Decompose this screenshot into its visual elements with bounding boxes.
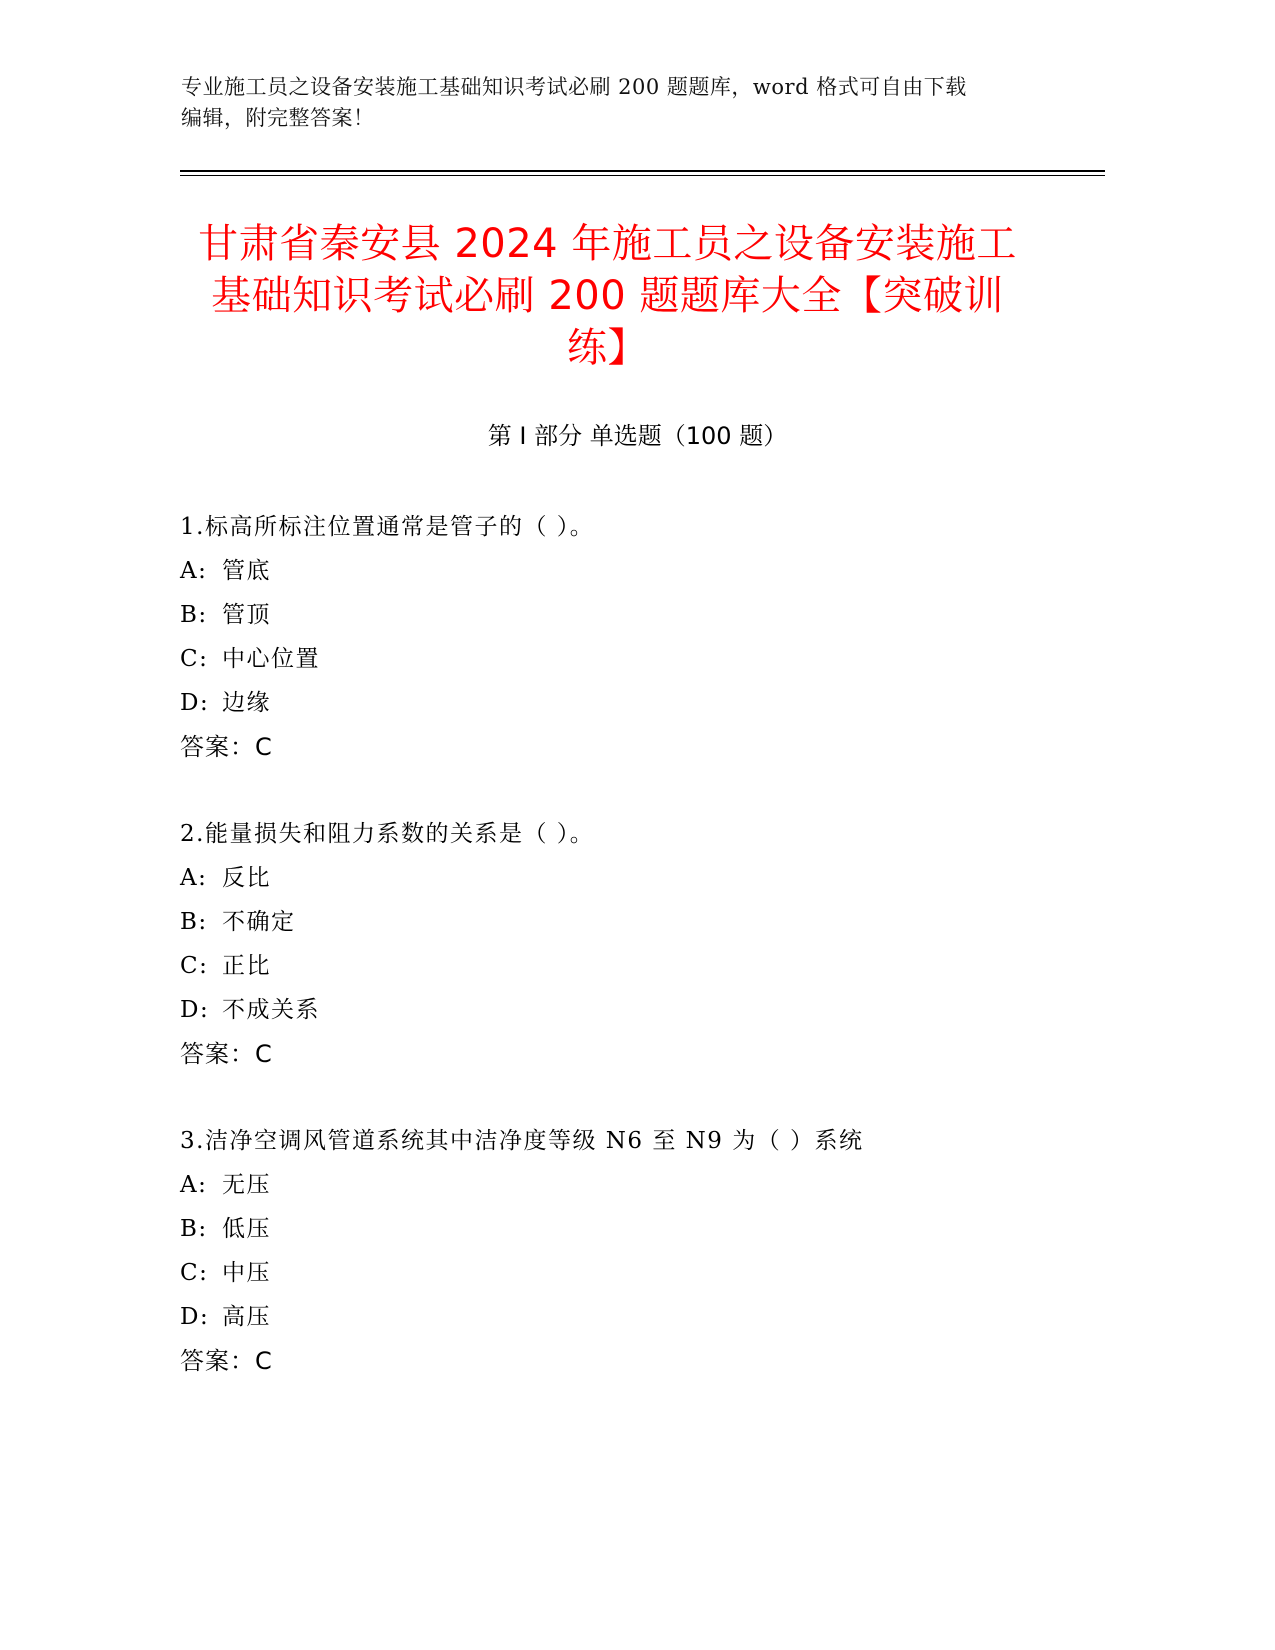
document-title-line-2: 基础知识考试必刷 200 题题库大全【突破训 — [211, 273, 1004, 319]
option-key: D: — [180, 997, 210, 1023]
option-d — [180, 681, 1080, 725]
answer-line: 答案：C — [180, 733, 273, 761]
option-key: D: — [180, 1304, 210, 1330]
option-text: 中心位置 — [222, 646, 320, 672]
section-heading: 第 I 部分 单选题（100 题） — [487, 422, 788, 450]
option-text: 反比 — [222, 865, 271, 891]
document-title-line-1: 甘肃省秦安县 2024 年施工员之设备安装施工 — [198, 221, 1017, 267]
option-text: 正比 — [222, 953, 271, 979]
option-text: 不成关系 — [222, 997, 320, 1023]
option-c — [180, 1251, 1080, 1295]
question-item — [180, 812, 1080, 1076]
option-text: 边缘 — [222, 690, 271, 716]
option-text: 不确定 — [222, 909, 296, 935]
option-key: A: — [180, 1172, 208, 1198]
option-text: 低压 — [222, 1216, 271, 1242]
question-item — [180, 1119, 1080, 1383]
question-item — [180, 505, 1080, 769]
option-a — [180, 549, 1080, 593]
option-d — [180, 1295, 1080, 1339]
option-d — [180, 988, 1080, 1032]
question-stem: 3.洁净空调风管道系统其中洁净度等级 N6 至 N9 为（ ）系统 — [180, 1128, 864, 1154]
question-list — [180, 505, 1080, 1426]
option-a — [180, 856, 1080, 900]
option-b — [180, 1207, 1080, 1251]
header-note-line-2: 编辑，附完整答案！ — [181, 106, 375, 130]
document-title-line-3: 练】 — [567, 325, 648, 371]
option-key: B: — [180, 909, 208, 935]
header-rule-thick — [180, 170, 1105, 172]
option-b — [180, 900, 1080, 944]
option-key: D: — [180, 690, 210, 716]
answer-line: 答案：C — [180, 1040, 273, 1068]
option-text: 管底 — [222, 558, 271, 584]
header-rule-thin — [180, 175, 1105, 176]
option-text: 中压 — [222, 1260, 271, 1286]
question-stem: 2.能量损失和阻力系数的关系是（ ）。 — [180, 821, 595, 847]
option-a — [180, 1163, 1080, 1207]
option-key: C: — [180, 646, 209, 672]
header-note-line-1: 专业施工员之设备安装施工基础知识考试必刷 200 题题库，word 格式可自由下载 — [181, 75, 967, 99]
option-key: B: — [180, 602, 208, 628]
option-c — [180, 944, 1080, 988]
option-key: A: — [180, 865, 208, 891]
option-text: 无压 — [222, 1172, 271, 1198]
question-stem: 1.标高所标注位置通常是管子的（ ）。 — [180, 514, 595, 540]
option-text: 管顶 — [222, 602, 271, 628]
option-key: C: — [180, 953, 209, 979]
option-key: C: — [180, 1260, 209, 1286]
option-b — [180, 593, 1080, 637]
option-text: 高压 — [222, 1304, 271, 1330]
option-key: B: — [180, 1216, 208, 1242]
header-note — [181, 72, 1041, 134]
answer-line: 答案：C — [180, 1347, 273, 1375]
document-title — [175, 218, 1040, 374]
option-key: A: — [180, 558, 208, 584]
option-c — [180, 637, 1080, 681]
